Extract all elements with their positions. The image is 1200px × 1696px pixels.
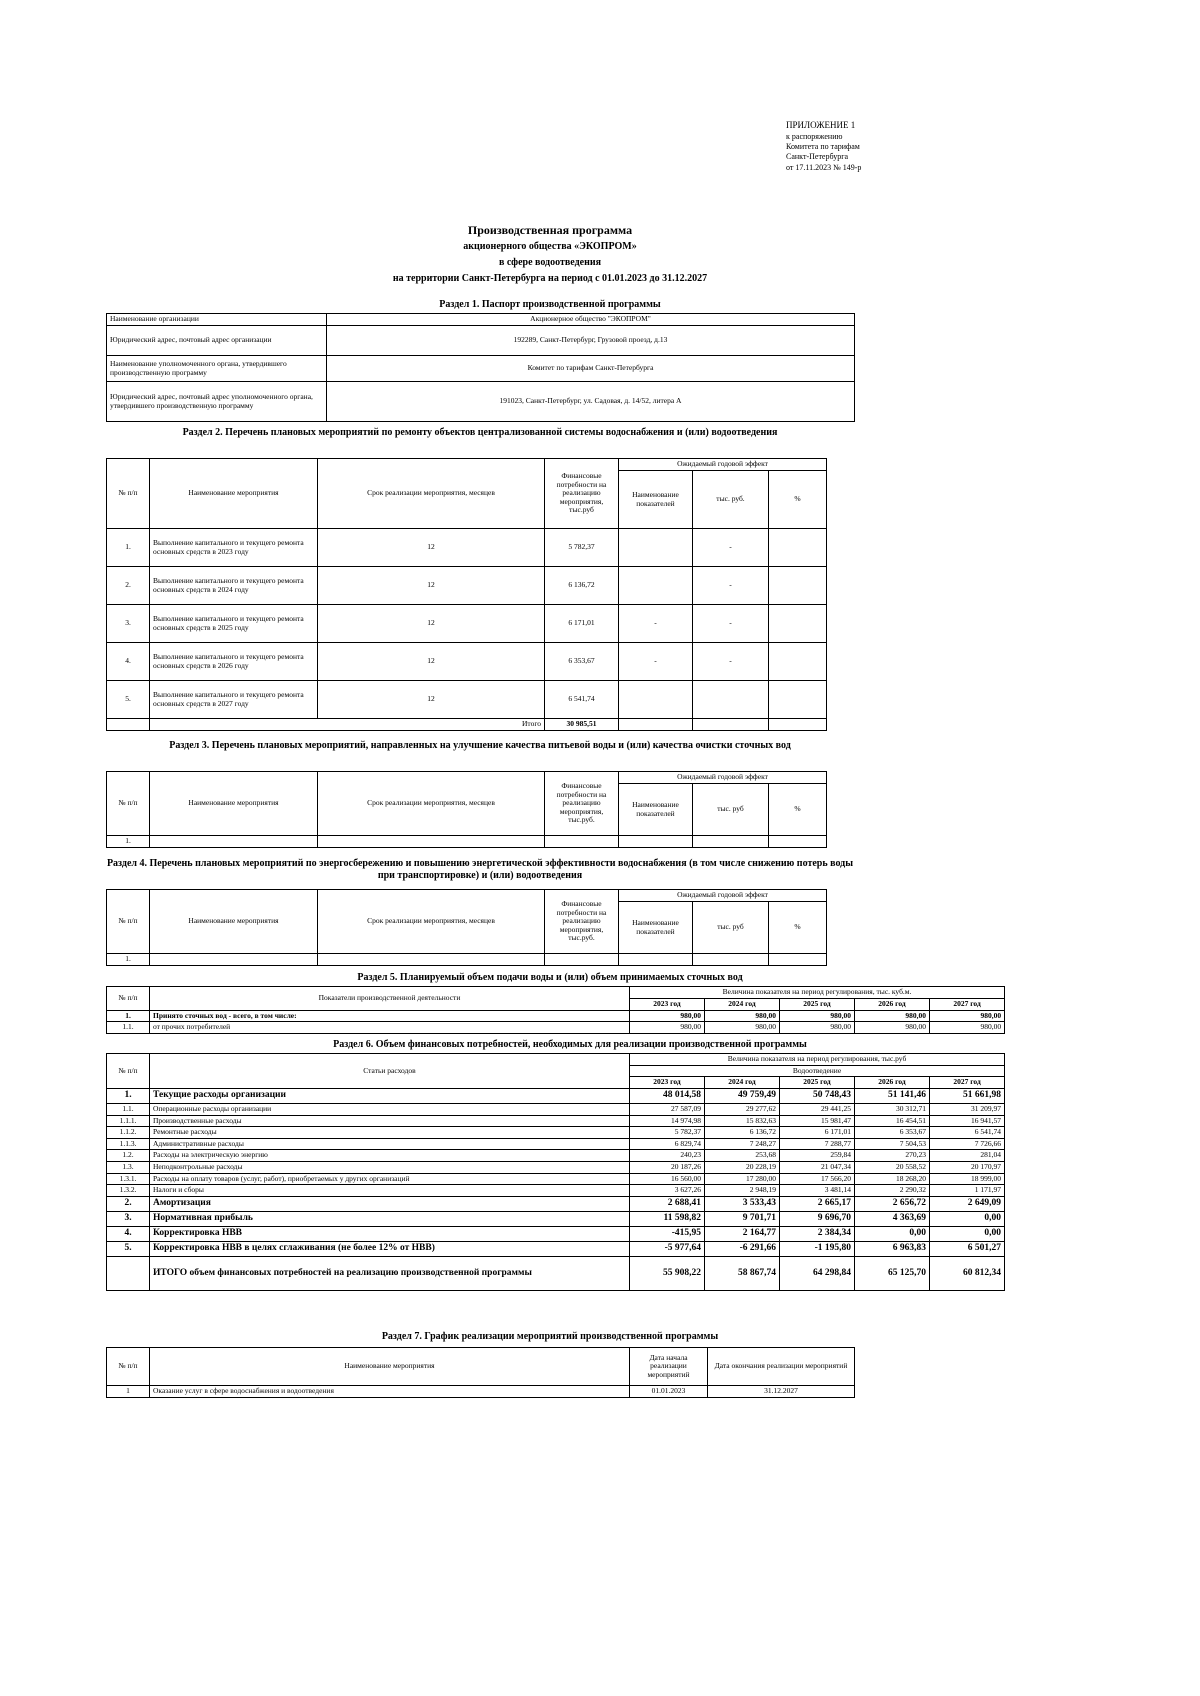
cell-value: 18 999,00 [930, 1173, 1005, 1185]
cell-value: 7 288,77 [780, 1138, 855, 1150]
passport-label: Наименование уполномоченного органа, утвердившего производственную программу [107, 356, 327, 382]
table-row [107, 326, 855, 356]
cell-value: 2 290,32 [855, 1185, 930, 1197]
cell-name: Расходы на электрическую энергию [150, 1150, 630, 1162]
header-indicator: Наименование показателей [619, 902, 693, 954]
passport-value: Комитет по тарифам Санкт-Петербурга [327, 356, 855, 382]
cell-name: Расходы на оплату товаров (услуг, работ), приобретаемых у других организаций [150, 1173, 630, 1185]
cell-name: Амортизация [150, 1196, 630, 1211]
cell-num: 1.3.2. [107, 1185, 150, 1197]
document-subtitle: в сфере водоотведения [498, 257, 602, 268]
total-label: ИТОГО объем финансовых потребностей на реализацию производственной программы [150, 1256, 630, 1290]
cell-name: Административные расходы [150, 1138, 630, 1150]
table-header-row [107, 1348, 855, 1386]
header-num: № п/п [107, 1054, 150, 1089]
table-row [107, 1127, 1005, 1139]
appendix-line: к распоряжению [786, 131, 843, 141]
header-term: Срок реализации мероприятия, месяцев [318, 890, 545, 954]
cell-value: 259,84 [780, 1150, 855, 1162]
header-name: Наименование мероприятия [150, 1348, 630, 1386]
cell-value: 7 726,66 [930, 1138, 1005, 1150]
table-row [107, 1150, 1005, 1162]
section-1-title: Раздел 1. Паспорт производственной программы [439, 299, 661, 310]
cell-value: 29 441,25 [780, 1103, 855, 1115]
cell-name: Налоги и сборы [150, 1185, 630, 1197]
cell-value: 3 481,14 [780, 1185, 855, 1197]
table-row [107, 1226, 1005, 1241]
table-total-row [107, 1256, 1005, 1290]
total-value: 30 985,51 [545, 719, 619, 731]
header-fin: Финансовые потребности на реализацию мероприятия, тыс.руб [545, 459, 619, 529]
cell-value: 11 598,82 [630, 1211, 705, 1226]
table-row [107, 1010, 1005, 1022]
header-num: № п/п [107, 987, 150, 1011]
cell-end: 31.12.2027 [708, 1386, 855, 1398]
year-header: 2026 год [855, 998, 930, 1010]
header-effect: Ожидаемый годовой эффект [619, 459, 827, 471]
cell-value: 15 832,63 [705, 1115, 780, 1127]
header-effect: Ожидаемый годовой эффект [619, 772, 827, 784]
cell-value: 7 504,53 [855, 1138, 930, 1150]
cell-value: 980,00 [930, 1022, 1005, 1034]
table-row [107, 382, 855, 422]
cell-fin: 5 782,37 [545, 529, 619, 567]
cell-ind: - [619, 605, 693, 643]
cell-num: 5. [107, 1241, 150, 1256]
cell-value: -1 195,80 [780, 1241, 855, 1256]
cell-value: 51 661,98 [930, 1088, 1005, 1103]
table-row [107, 1115, 1005, 1127]
cell-value: 0,00 [930, 1211, 1005, 1226]
header-articles: Статьи расходов [150, 1054, 630, 1089]
cell-term: 12 [318, 681, 545, 719]
header-pct: % [769, 784, 827, 836]
header-indicator: Наименование показателей [619, 471, 693, 529]
header-pct: % [769, 902, 827, 954]
cell-name: от прочих потребителей [150, 1022, 630, 1034]
cell-rub: - [693, 529, 769, 567]
cell-value: 0,00 [855, 1226, 930, 1241]
header-indicator: Показатели производственной деятельности [150, 987, 630, 1011]
total-value: 58 867,74 [705, 1256, 780, 1290]
table-row [107, 1088, 1005, 1103]
table-row [107, 836, 827, 848]
cell-num: 3. [107, 1211, 150, 1226]
table-row [107, 1022, 1005, 1034]
appendix-title: ПРИЛОЖЕНИЕ 1 [786, 120, 856, 130]
cell-rub: - [693, 567, 769, 605]
section-7-title: Раздел 7. График реализации мероприятий производственной программы [381, 1331, 719, 1342]
table-row [107, 1162, 1005, 1174]
cell-num: 1. [107, 1088, 150, 1103]
total-value: 64 298,84 [780, 1256, 855, 1290]
table-row [107, 605, 827, 643]
cell-value: 2 665,17 [780, 1196, 855, 1211]
cell-value: 15 981,47 [780, 1115, 855, 1127]
cell-value: 980,00 [855, 1010, 930, 1022]
cell-value: 6 963,83 [855, 1241, 930, 1256]
cell-value: 29 277,62 [705, 1103, 780, 1115]
cell-value: 980,00 [705, 1010, 780, 1022]
cell-value: 2 656,72 [855, 1196, 930, 1211]
table-total-row [107, 719, 827, 731]
cell-value: 253,68 [705, 1150, 780, 1162]
table-row [107, 1103, 1005, 1115]
cell-name: Операционные расходы организации [150, 1103, 630, 1115]
year-header: 2025 год [780, 998, 855, 1010]
cell-value: 281,04 [930, 1150, 1005, 1162]
header-num: № п/п [107, 890, 150, 954]
cell-value: 3 533,43 [705, 1196, 780, 1211]
table-header-row [107, 772, 827, 784]
table-row [107, 1241, 1005, 1256]
cell-name: Нормативная прибыль [150, 1211, 630, 1226]
cell-value: 240,23 [630, 1150, 705, 1162]
cell-name: Выполнение капитального и текущего ремонта основных средств в 2024 году [150, 567, 318, 605]
passport-label: Юридический адрес, почтовый адрес организации [107, 326, 327, 356]
table-row [107, 356, 855, 382]
cell-value: 6 829,74 [630, 1138, 705, 1150]
cell-value: 980,00 [705, 1022, 780, 1034]
cell-value: 980,00 [630, 1010, 705, 1022]
section-1-table [106, 313, 855, 422]
section-4-title: Раздел 4. Перечень плановых мероприятий по энергосбережению и повышению энергетической эффективности водоснабжения (в том числе снижению потерь воды при транспортировке) и (или) водоотведения [106, 858, 854, 881]
cell-name: Выполнение капитального и текущего ремонта основных средств в 2023 году [150, 529, 318, 567]
cell-fin: 6 541,74 [545, 681, 619, 719]
header-rub: тыс. руб [693, 902, 769, 954]
cell-fin: 6 171,01 [545, 605, 619, 643]
cell-num: 5. [107, 681, 150, 719]
table-row [107, 1211, 1005, 1226]
cell-value: 51 141,46 [855, 1088, 930, 1103]
header-rub: тыс. руб [693, 784, 769, 836]
cell-ind: - [619, 643, 693, 681]
header-effect: Ожидаемый годовой эффект [619, 890, 827, 902]
cell-ind [619, 529, 693, 567]
section-3-title: Раздел 3. Перечень плановых мероприятий, направленных на улучшение качества питьевой воды и (или) качества очистки сточных вод [169, 740, 791, 751]
cell-value: 16 454,51 [855, 1115, 930, 1127]
cell-ind [619, 567, 693, 605]
passport-value: Акционерное общество "ЭКОПРОМ" [327, 314, 855, 326]
cell-name: Корректировка НВВ в целях сглаживания (не более 12% от НВВ) [150, 1241, 630, 1256]
cell-term: 12 [318, 605, 545, 643]
cell-value: 31 209,97 [930, 1103, 1005, 1115]
cell-value: 9 701,71 [705, 1211, 780, 1226]
table-row [107, 1138, 1005, 1150]
cell-value: -415,95 [630, 1226, 705, 1241]
cell-name: Ремонтные расходы [150, 1127, 630, 1139]
cell-value: 49 759,49 [705, 1088, 780, 1103]
section-2-table [106, 458, 827, 731]
cell-name: Принято сточных вод - всего, в том числе: [150, 1010, 630, 1022]
cell-value: 18 268,20 [855, 1173, 930, 1185]
cell-value: 30 312,71 [855, 1103, 930, 1115]
table-row [107, 529, 827, 567]
cell-value: 1 171,97 [930, 1185, 1005, 1197]
cell-value: 3 627,26 [630, 1185, 705, 1197]
appendix-line: Комитета по тарифам [786, 142, 860, 152]
cell-name: Оказание услуг в сфере водоснабжения и водоотведения [150, 1386, 630, 1398]
table-row [107, 954, 827, 966]
document-title: Производственная программа [467, 223, 633, 237]
cell-value: 4 363,69 [855, 1211, 930, 1226]
total-value: 60 812,34 [930, 1256, 1005, 1290]
cell-value: 20 228,19 [705, 1162, 780, 1174]
table-row [107, 643, 827, 681]
cell-value: 980,00 [630, 1022, 705, 1034]
cell-term: 12 [318, 529, 545, 567]
cell-num: 4. [107, 1226, 150, 1241]
cell-value: 270,23 [855, 1150, 930, 1162]
year-header: 2025 год [780, 1077, 855, 1089]
cell-value: 20 170,97 [930, 1162, 1005, 1174]
cell-pct [769, 567, 827, 605]
header-name: Наименование мероприятия [150, 772, 318, 836]
total-value: 55 908,22 [630, 1256, 705, 1290]
table-header-row [107, 987, 1005, 999]
cell-value: 5 782,37 [630, 1127, 705, 1139]
cell-num: 1.2. [107, 1150, 150, 1162]
cell-name: Текущие расходы организации [150, 1088, 630, 1103]
section-5-table [106, 986, 1005, 1034]
cell-value: 9 696,70 [780, 1211, 855, 1226]
cell-ind [619, 681, 693, 719]
appendix-block [786, 120, 861, 173]
cell-name: Корректировка НВВ [150, 1226, 630, 1241]
cell-start: 01.01.2023 [630, 1386, 708, 1398]
table-header-row [107, 1054, 1005, 1066]
header-pct: % [769, 471, 827, 529]
passport-label: Юридический адрес, почтовый адрес уполномоченного органа, утвердившего производственную программу [107, 382, 327, 422]
document-period: на территории Санкт-Петербурга на период с 01.01.2023 до 31.12.2027 [392, 273, 708, 284]
section-2-title: Раздел 2. Перечень плановых мероприятий по ремонту объектов централизованной системы водоснабжения и (или) водоотведения [182, 427, 778, 438]
cell-value: 2 688,41 [630, 1196, 705, 1211]
cell-value: 6 353,67 [855, 1127, 930, 1139]
cell-name: Неподконтрольные расходы [150, 1162, 630, 1174]
cell-num: 1. [107, 836, 150, 848]
header-fin: Финансовые потребности на реализацию мероприятия, тыс.руб. [545, 772, 619, 836]
cell-value: 980,00 [780, 1010, 855, 1022]
section-4-table [106, 889, 827, 966]
appendix-line: от 17.11.2023 № 149-р [786, 162, 862, 172]
header-value: Величина показателя на период регулирования, тыс. куб.м. [630, 987, 1005, 999]
header-num: № п/п [107, 1348, 150, 1386]
cell-value: 20 187,26 [630, 1162, 705, 1174]
section-6-title: Раздел 6. Объем финансовых потребностей, необходимых для реализации производственной программы [333, 1039, 807, 1050]
cell-num: 2. [107, 567, 150, 605]
header-term: Срок реализации мероприятия, месяцев [318, 459, 545, 529]
cell-num: 1.3.1. [107, 1173, 150, 1185]
header-indicator: Наименование показателей [619, 784, 693, 836]
cell-num: 1 [107, 1386, 150, 1398]
year-header: 2027 год [930, 998, 1005, 1010]
cell-value: 48 014,58 [630, 1088, 705, 1103]
section-5-title: Раздел 5. Планируемый объем подачи воды и (или) объем принимаемых сточных вод [357, 972, 743, 983]
cell-num: 1.1. [107, 1022, 150, 1034]
cell-value: 7 248,27 [705, 1138, 780, 1150]
table-header-row [107, 890, 827, 902]
table-row [107, 681, 827, 719]
table-header-row [107, 459, 827, 471]
header-name: Наименование мероприятия [150, 459, 318, 529]
cell-value: 17 280,00 [705, 1173, 780, 1185]
header-sub: Водоотведение [630, 1065, 1005, 1077]
document-subtitle: акционерного общества «ЭКОПРОМ» [463, 241, 637, 252]
cell-value: 14 974,98 [630, 1115, 705, 1127]
cell-rub: - [693, 643, 769, 681]
cell-name: Выполнение капитального и текущего ремонта основных средств в 2025 году [150, 605, 318, 643]
cell-name: Производственные расходы [150, 1115, 630, 1127]
table-row [107, 1173, 1005, 1185]
cell-value: 16 941,57 [930, 1115, 1005, 1127]
header-num: № п/п [107, 772, 150, 836]
section-7-table [106, 1347, 855, 1398]
cell-num: 3. [107, 605, 150, 643]
cell-term: 12 [318, 643, 545, 681]
table-row [107, 1185, 1005, 1197]
cell-value: 980,00 [930, 1010, 1005, 1022]
header-term: Срок реализации мероприятия, месяцев [318, 772, 545, 836]
cell-value: 27 587,09 [630, 1103, 705, 1115]
cell-value: 2 384,34 [780, 1226, 855, 1241]
header-start: Дата начала реализации мероприятий [630, 1348, 708, 1386]
cell-value: 21 047,34 [780, 1162, 855, 1174]
cell-num: 1.1. [107, 1103, 150, 1115]
year-header: 2027 год [930, 1077, 1005, 1089]
cell-num: 1.1.3. [107, 1138, 150, 1150]
cell-num: 1.1.1. [107, 1115, 150, 1127]
year-header: 2026 год [855, 1077, 930, 1089]
cell-num: 1. [107, 954, 150, 966]
cell-value: -6 291,66 [705, 1241, 780, 1256]
year-header: 2023 год [630, 998, 705, 1010]
cell-value: 2 164,77 [705, 1226, 780, 1241]
cell-num: 2. [107, 1196, 150, 1211]
cell-rub [693, 681, 769, 719]
cell-name: Выполнение капитального и текущего ремонта основных средств в 2026 году [150, 643, 318, 681]
cell-name: Выполнение капитального и текущего ремонта основных средств в 2027 году [150, 681, 318, 719]
total-value: 65 125,70 [855, 1256, 930, 1290]
cell-num: 1. [107, 1010, 150, 1022]
cell-value: 17 566,20 [780, 1173, 855, 1185]
cell-num: 4. [107, 643, 150, 681]
cell-value: 20 558,52 [855, 1162, 930, 1174]
cell-value: 980,00 [780, 1022, 855, 1034]
cell-fin: 6 353,67 [545, 643, 619, 681]
cell-term: 12 [318, 567, 545, 605]
cell-num: 1.1.2. [107, 1127, 150, 1139]
cell-pct [769, 681, 827, 719]
passport-value: 192289, Санкт-Петербург, Грузовой проезд, д.13 [327, 326, 855, 356]
cell-value: 6 171,01 [780, 1127, 855, 1139]
header-rub: тыс. руб. [693, 471, 769, 529]
table-row [107, 567, 827, 605]
total-label: Итого [150, 719, 545, 731]
cell-value: 6 136,72 [705, 1127, 780, 1139]
header-fin: Финансовые потребности на реализацию мероприятия, тыс.руб. [545, 890, 619, 954]
cell-value: 2 649,09 [930, 1196, 1005, 1211]
table-row [107, 314, 855, 326]
cell-value: 16 560,00 [630, 1173, 705, 1185]
header-value: Величина показателя на период регулирования, тыс.руб [630, 1054, 1005, 1066]
cell-value: 2 948,19 [705, 1185, 780, 1197]
header-num: № п/п [107, 459, 150, 529]
cell-value: 0,00 [930, 1226, 1005, 1241]
header-end: Дата окончания реализации мероприятий [708, 1348, 855, 1386]
section-3-table [106, 771, 827, 848]
cell-num: 1. [107, 529, 150, 567]
year-header: 2023 год [630, 1077, 705, 1089]
cell-num: 1.3. [107, 1162, 150, 1174]
header-name: Наименование мероприятия [150, 890, 318, 954]
cell-pct [769, 643, 827, 681]
table-row [107, 1386, 855, 1398]
cell-pct [769, 605, 827, 643]
cell-value: 980,00 [855, 1022, 930, 1034]
appendix-line: Санкт-Петербурга [786, 152, 849, 162]
section-6-table [106, 1053, 1005, 1291]
cell-value: 6 541,74 [930, 1127, 1005, 1139]
passport-label: Наименование организации [107, 314, 327, 326]
year-header: 2024 год [705, 998, 780, 1010]
table-row [107, 1196, 1005, 1211]
cell-pct [769, 529, 827, 567]
cell-value: 50 748,43 [780, 1088, 855, 1103]
year-header: 2024 год [705, 1077, 780, 1089]
cell-value: 6 501,27 [930, 1241, 1005, 1256]
passport-value: 191023, Санкт-Петербург, ул. Садовая, д. 14/52, литера А [327, 382, 855, 422]
cell-value: -5 977,64 [630, 1241, 705, 1256]
cell-fin: 6 136,72 [545, 567, 619, 605]
cell-rub: - [693, 605, 769, 643]
